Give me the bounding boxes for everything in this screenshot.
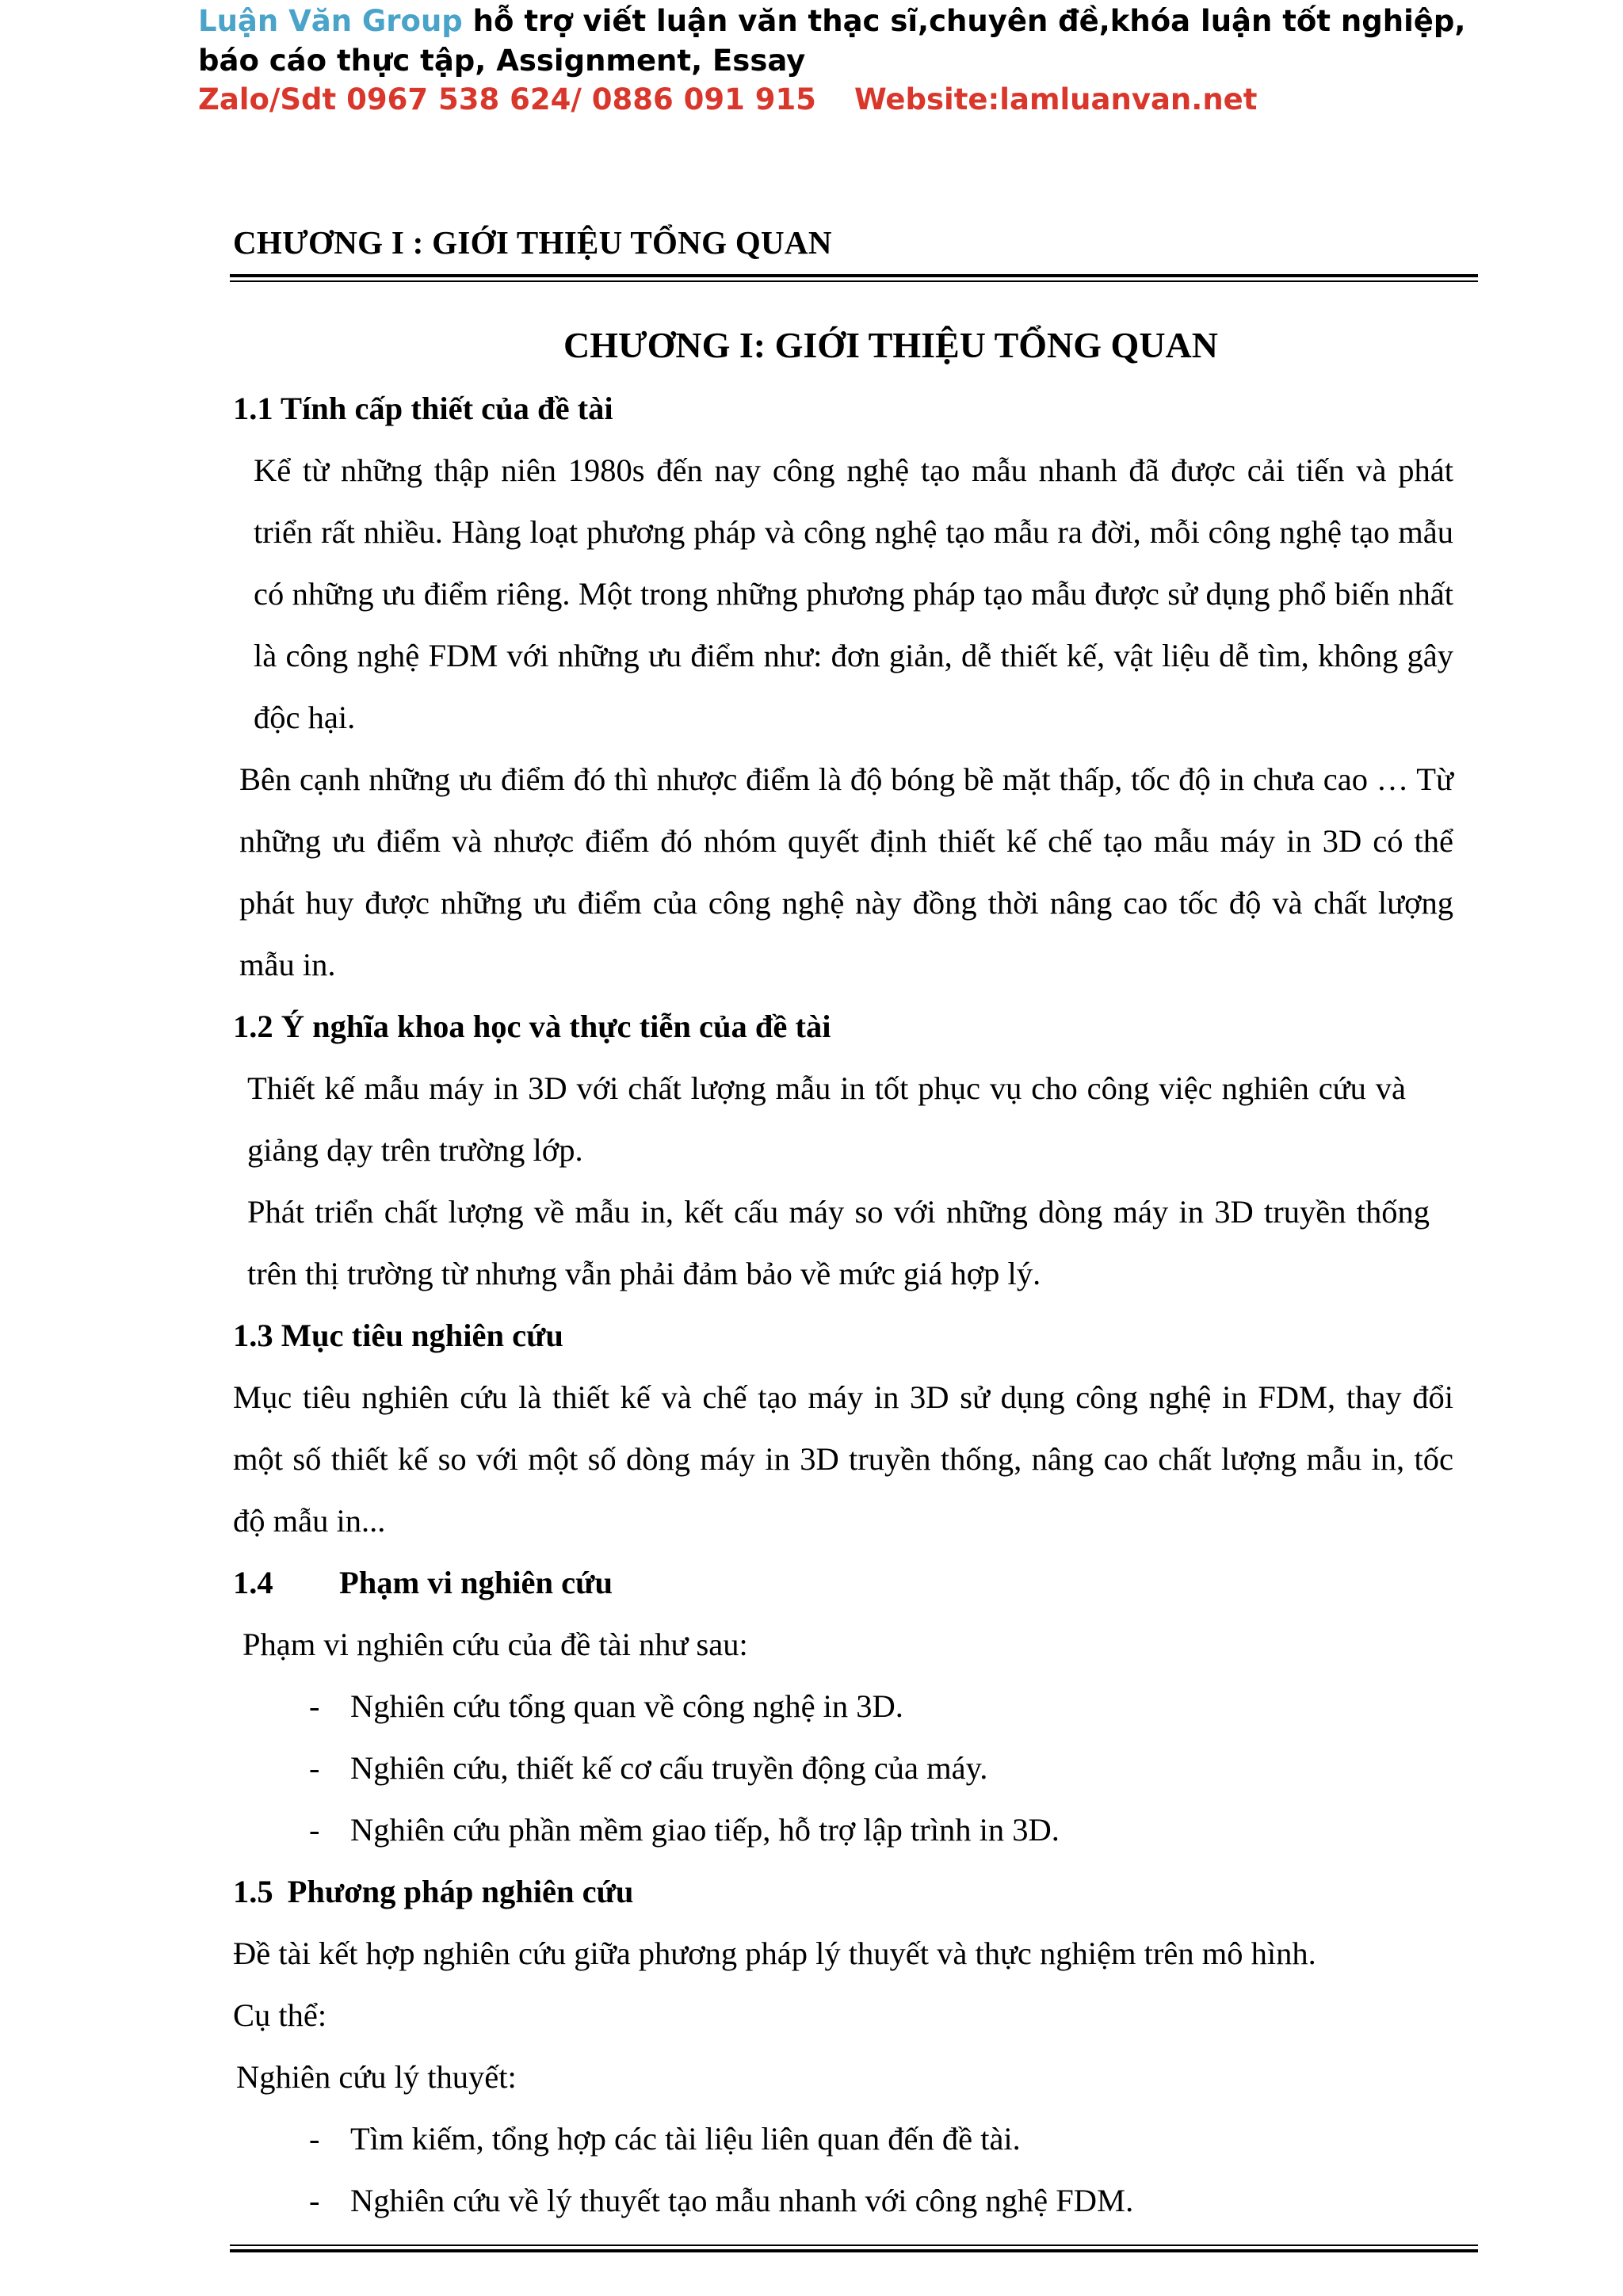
list-item-text: Nghiên cứu tổng quan về công nghệ in 3D. [350, 1688, 903, 1724]
paragraph-1-5-b [233, 1985, 1453, 2046]
banner-contact-line [198, 80, 1257, 120]
list-dash: - [309, 2183, 320, 2218]
paragraph-1-3 [233, 1367, 1453, 1552]
list-item [233, 2170, 1453, 2232]
paragraph-1-2-b [233, 1181, 1453, 1305]
section-heading-1-3: 1.3 Mục tiêu nghiên cứu [233, 1318, 563, 1353]
header-rule-thin [230, 280, 1478, 282]
banner-line-1 [198, 2, 1482, 81]
section-heading-1-2: 1.2 Ý nghĩa khoa học và thực tiễn của đề tài [233, 1009, 831, 1044]
list-item [233, 2108, 1453, 2170]
list-item-text: Nghiên cứu phần mềm giao tiếp, hỗ trợ lập trình in 3D. [350, 1812, 1060, 1848]
footer-rule-thin [230, 2245, 1478, 2246]
banner-brand: Luận Văn Group [198, 4, 463, 38]
section-heading-1-4 [233, 1552, 1453, 1614]
list-item-text: Nghiên cứu về lý thuyết tạo mẫu nhanh với công nghệ FDM. [350, 2183, 1134, 2218]
paragraph-1-1-a-text: Kể từ những thập niên 1980s đến nay công nghệ tạo mẫu nhanh đã được cải tiến và phát triển rất nhiều. Hàng loạt phương pháp và công nghệ tạo mẫu ra đời, mỗi công nghệ tạo mẫu có những ưu điểm riêng. Một trong những phương pháp tạo mẫu được sử dụng phổ biến nhất là công nghệ FDM với những ưu điểm như: đơn giản, dễ thiết kế, vật liệu dễ tìm, không gây độc hại. [254, 452, 1453, 735]
list-dash: - [309, 1688, 320, 1724]
list-item [233, 1799, 1453, 1861]
paragraph-1-2-a-text: Thiết kế mẫu máy in 3D với chất lượng mẫu in tốt phục vụ cho công việc nghiên cứu và giảng dạy trên trường lớp. [247, 1070, 1406, 1168]
section-title-1-5: Phương pháp nghiên cứu [287, 1874, 634, 1909]
paragraph-1-1-b-text: Bên cạnh những ưu điểm đó thì nhược điểm là độ bóng bề mặt thấp, tốc độ in chưa cao … Từ những ưu điểm và nhược điểm đó nhóm quyết định thiết kế chế tạo mẫu máy in 3D có thể phát huy được những ưu điểm của công nghệ này đồng thời nâng cao tốc độ và chất lượng mẫu in. [239, 761, 1453, 982]
paragraph-1-1-a [233, 440, 1453, 749]
footer-rule-thick [230, 2249, 1478, 2252]
section-title-1-4: Phạm vi nghiên cứu [339, 1565, 613, 1600]
list-dash: - [309, 1750, 320, 1786]
paragraph-1-4-intro [233, 1614, 1453, 1676]
section-heading-1-5 [233, 1861, 1453, 1923]
chapter-title: CHƯƠNG I: GIỚI THIỆU TỔNG QUAN [563, 325, 1218, 365]
paragraph-1-5-a-text: Đề tài kết hợp nghiên cứu giữa phương pháp lý thuyết và thực nghiệm trên mô hình. [233, 1936, 1316, 1971]
banner-tagline: hỗ trợ viết luận văn thạc sĩ,chuyên đề,khóa luận tốt nghiệp, báo cáo thực tập, Assignment, Essay [198, 4, 1466, 78]
paragraph-1-5-c [233, 2046, 1453, 2108]
list-item-text: Tìm kiếm, tổng hợp các tài liệu liên quan đến đề tài. [350, 2121, 1021, 2157]
paragraph-1-4-intro-text: Phạm vi nghiên cứu của đề tài như sau: [242, 1627, 748, 1662]
paragraph-1-2-b-text: Phát triển chất lượng về mẫu in, kết cấu máy so với những dòng máy in 3D truyền thống trên thị trường từ nhưng vẫn phải đảm bảo về mức giá hợp lý. [247, 1194, 1430, 1291]
paragraph-1-1-b [233, 749, 1453, 996]
document-body [233, 313, 1453, 2232]
section-number-1-5: 1.5 [233, 1874, 273, 1909]
paragraph-1-2-a [233, 1058, 1453, 1181]
list-dash: - [309, 2121, 320, 2157]
paragraph-1-3-text: Mục tiêu nghiên cứu là thiết kế và chế tạo máy in 3D sử dụng công nghệ in FDM, thay đổi một số thiết kế so với một số dòng máy in 3D truyền thống, nâng cao chất lượng mẫu in, tốc độ mẫu in... [233, 1379, 1453, 1539]
paragraph-1-5-a [233, 1923, 1453, 1985]
list-item [233, 1676, 1453, 1737]
list-item-text: Nghiên cứu, thiết kế cơ cấu truyền động của máy. [350, 1750, 988, 1786]
banner-contact: Zalo/Sdt 0967 538 624/ 0886 091 915 [198, 82, 816, 116]
section-heading-1-1: 1.1 Tính cấp thiết của đề tài [233, 391, 613, 426]
list-item [233, 1737, 1453, 1799]
paragraph-1-5-b-text: Cụ thể: [233, 1997, 327, 2033]
banner-website: Website:lamluanvan.net [854, 82, 1258, 116]
page-header: CHƯƠNG I : GIỚI THIỆU TỔNG QUAN [233, 224, 832, 261]
paragraph-1-5-c-text: Nghiên cứu lý thuyết: [236, 2059, 517, 2095]
list-dash: - [309, 1812, 320, 1848]
section-number-1-4: 1.4 [233, 1565, 273, 1600]
header-rule-thick [230, 274, 1478, 277]
